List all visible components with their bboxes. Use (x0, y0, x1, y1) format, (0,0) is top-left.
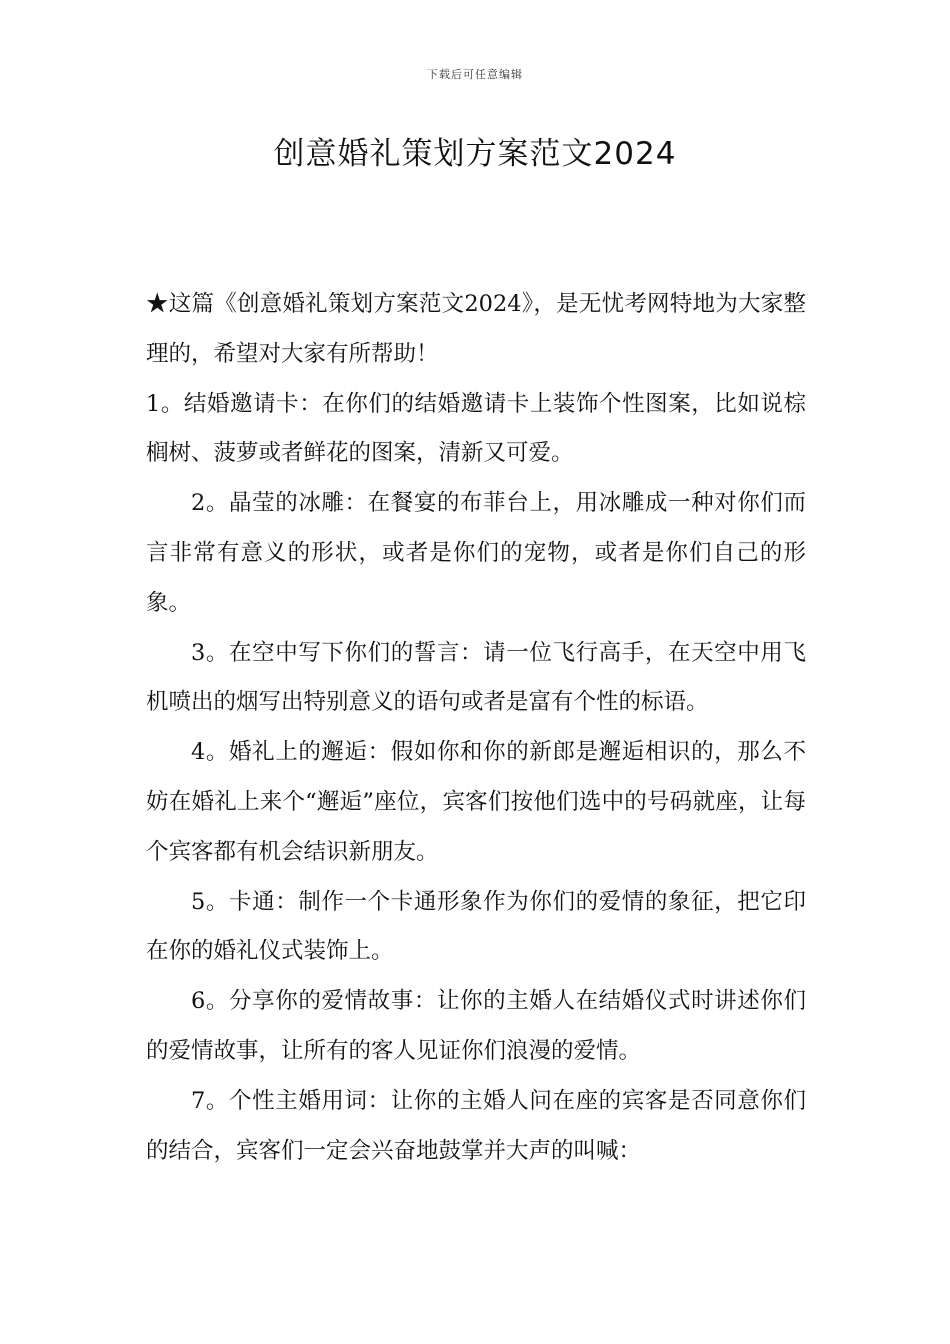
page-title: 创意婚礼策划方案范文2024 (273, 136, 677, 172)
list-item: 7。个性主婚用词：让你的主婚人问在座的宾客是否同意你们的结合，宾客们一定会兴奋地鼓掌并大声的叫喊： (146, 1087, 806, 1164)
list-item: 4。婚礼上的邂逅：假如你和你的新郎是邂逅相识的，那么不妨在婚礼上来个“邂逅”座位，宾客们按他们选中的号码就座，让每个宾客都有机会结识新朋友。 (146, 739, 806, 865)
document-body (146, 280, 806, 1176)
intro-paragraph: ★这篇《创意婚礼策划方案范文2024》，是无忧考网特地为大家整理的，希望对大家有所帮助！ (146, 291, 806, 367)
list-item: 2。晶莹的冰雕：在餐宴的布菲台上，用冰雕成一种对你们而言非常有意义的形状，或者是你们的宠物，或者是你们自己的形象。 (146, 490, 806, 616)
list-item: 6。分享你的爱情故事：让你的主婚人在结婚仪式时讲述你们的爱情故事，让所有的客人见证你们浪漫的爱情。 (146, 988, 806, 1064)
header-note: 下载后可任意编辑 (427, 68, 523, 81)
list-item: 1。结婚邀请卡：在你们的结婚邀请卡上装饰个性图案，比如说棕榈树、菠萝或者鲜花的图案，清新又可爱。 (146, 390, 806, 467)
list-item: 5。卡通：制作一个卡通形象作为你们的爱情的象征，把它印在你的婚礼仪式装饰上。 (146, 888, 806, 965)
list-item: 3。在空中写下你们的誓言：请一位飞行高手，在天空中用飞机喷出的烟写出特别意义的语句或者是富有个性的标语。 (146, 639, 806, 716)
